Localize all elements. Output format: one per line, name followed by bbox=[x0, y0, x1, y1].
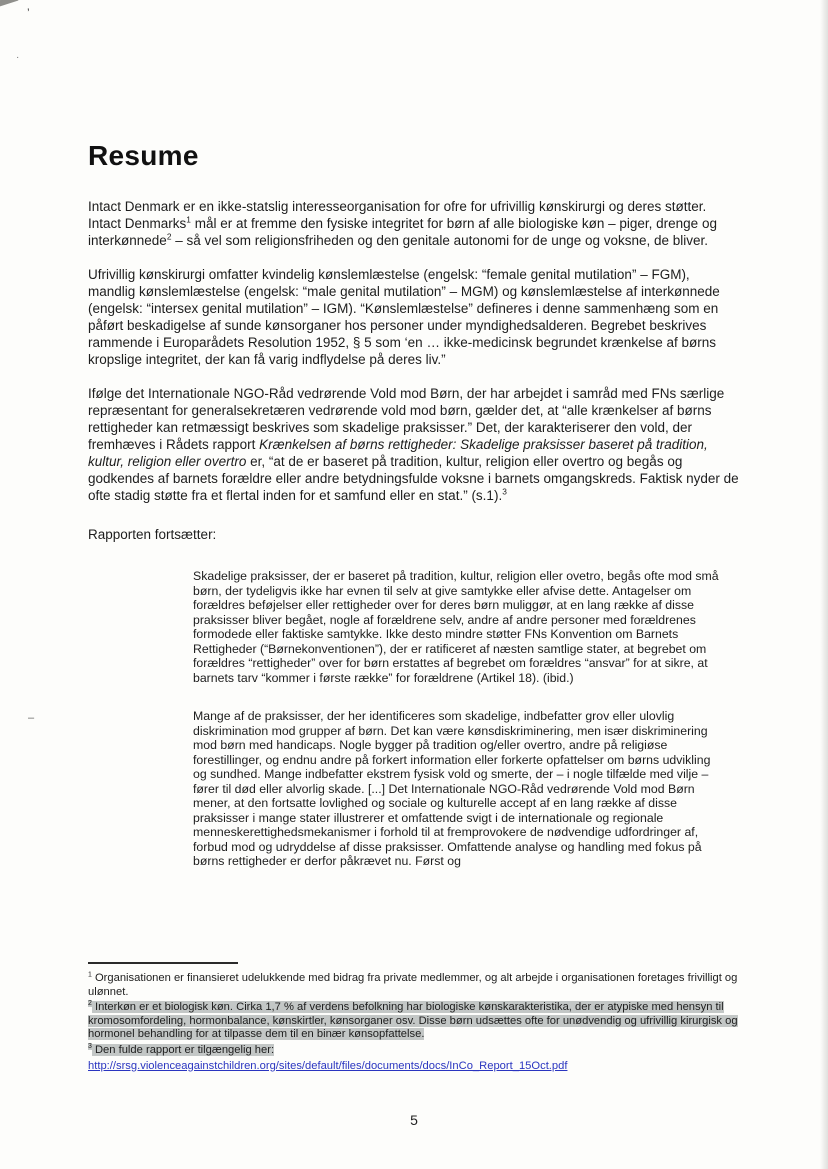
footnote-3: $^3$ Den fulde rapport er tilgængelig her: bbox=[88, 1043, 275, 1056]
footnote-separator bbox=[88, 962, 238, 964]
quote-lead-in: Rapporten fortsætter: bbox=[88, 527, 217, 542]
scan-artifact: ’ bbox=[27, 6, 30, 20]
scan-artifact bbox=[820, 0, 828, 1169]
footnotes bbox=[88, 962, 746, 1075]
document-content bbox=[88, 140, 740, 893]
footnote-2: $^2$ Interkøn er et biologisk køn. Cirka 1,7 % af verdens befolkning har biologiske kønskarakteristika, der er atypiske med hensyn til kromosomfordeling, hormonbalance, kønskirtler, kønsorganer osv. Disse børn udsættes ofte for unødvendig og ufrivillig kirurgisk og hormonel behandling for at tilpasse dem til en binær kønsopfattelse. bbox=[88, 1000, 738, 1041]
scan-artifact bbox=[0, 0, 18, 7]
scan-artifact: – bbox=[28, 712, 35, 724]
paragraph-intro: Intact Denmark er en ikke-statslig interesseorganisation for ofre for ufrivillig kønskirurgi og deres støtter. Intact Denmarks$^1$ mål er at fremme den fysiske integritet for børn af alle biologiske køn – piger, drenge og interkønnede$^2$ – så vel som religionsfriheden og den genitale autonomi for de unge og voksne, de bliver. bbox=[88, 199, 717, 248]
block-quote-1: Skadelige praksisser, der er baseret på tradition, kultur, religion eller ovetro, begås ofte mod små børn, der tydeligvis ikke har evnen til selv at give samtykke eller afvise dette. Antagelser om forældres beføjelser eller rettigheder over for deres børn muliggør, at en lang række af disse praksisser bliver begået, nogle af forældrene selv, andre af andre personer med forældrenes formodede eller faktiske samtykke. Ikke desto mindre støtter FNs Konvention om Barnets Rettigheder (“Børnekonventionen”), der er ratificeret af næsten samtlige stater, at begrebet om forældres “rettigheder” over for børn erstattes af begrebet om forældres “ansvar” for at sikre, at barnets tarv “kommer i første række” for forældrene (Artikel 18). (ibid.) bbox=[193, 569, 719, 685]
footnote-1: $^1$ Organisationen er finansieret udelukkende med bidrag fra private medlemmer, og alt arbejde i organisationen foretages frivilligt og ulønnet. bbox=[88, 971, 738, 998]
paragraph-definitions: Ufrivillig kønskirurgi omfatter kvindelig kønslemlæstelse (engelsk: “female genital mutilation” – FGM), mandlig kønslemlæstelse (engelsk: “male genital mutilation” – MGM) og kønslemlæstelse af interkønnede (engelsk: “intersex genital mutilation” – IGM). “Kønslemlæstelse” defineres i denne sammenhæng som en påført beskadigelse af sunde kønsorganer hos personer under myndighedsalderen. Begrebet beskrives rammende i Europarådets Resolution 1952, § 5 som ‘en … ikke-medicinsk begrundet krænkelse af børns kropslige integritet, der kan få varig indflydelse på deres liv.” bbox=[88, 267, 720, 367]
report-link[interactable]: http://srsg.violenceagainstchildren.org/sites/default/files/documents/docs/InCo_Report_15Oct.pdf bbox=[88, 1059, 568, 1072]
footnote-3-link-line bbox=[88, 1060, 746, 1074]
scan-artifact: · bbox=[16, 52, 20, 63]
block-quote-2: Mange af de praksisser, der her identificeres som skadelige, indbefatter grov eller ulovlig diskrimination mod grupper af børn. Det kan være kønsdiskriminering, men især diskriminering mod børn med handicaps. Nogle bygger på tradition og/eller overtro, andre på religiøse forestillinger, og endnu andre på forkert information eller forkerte opfattelser om børns udvikling og sundhed. Mange indbefatter ekstrem fysisk vold og smerte, der – i nogle tilfælde med vilje – fører til død eller alvorlig skade. [...] Det Internationale NGO-Råd vedrørende Vold mod Børn mener, at den fortsatte lovlighed og sociale og kulturelle accept af en lang række af disse praksisser i mange stater illustrerer et omfattende svigt i de internationale og regionale menneskerettighedsmekanismer i forhold til at fremprovokere de nødvendige udfordringer af, forbud mod og udryddelse af disse praksisser. Omfattende analyse og handling med fokus på børns rettigheder er derfor påkrævet nu. Først og bbox=[193, 709, 711, 868]
page-number: 5 bbox=[410, 1112, 418, 1128]
paragraph-ngo-council: Ifølge det Internationale NGO-Råd vedrørende Vold mod Børn, der har arbejdet i samråd med FNs særlige repræsentant for generalsekretæren vedrørende vold mod børn, gælder det, at “alle krænkelser af børns rettigheder kan retmæssigt beskrives som skadelige praksisser.” Det, der karakteriserer den vold, der fremhæves i Rådets rapport Krænkelsen af børns rettigheder: Skadelige praksisser baseret på tradition, kultur, religion eller overtro er, “at de er baseret på tradition, kultur, religion eller overtro og begås og godkendes af barnets forældre eller andre betydningsfulde voksne i barnets omgangskreds. Faktisk nyder de ofte stadig støtte fra et flertal inden for et samfund eller en stat.” (s.1).$^3$ bbox=[88, 386, 739, 503]
page-title: Resume bbox=[88, 140, 199, 171]
